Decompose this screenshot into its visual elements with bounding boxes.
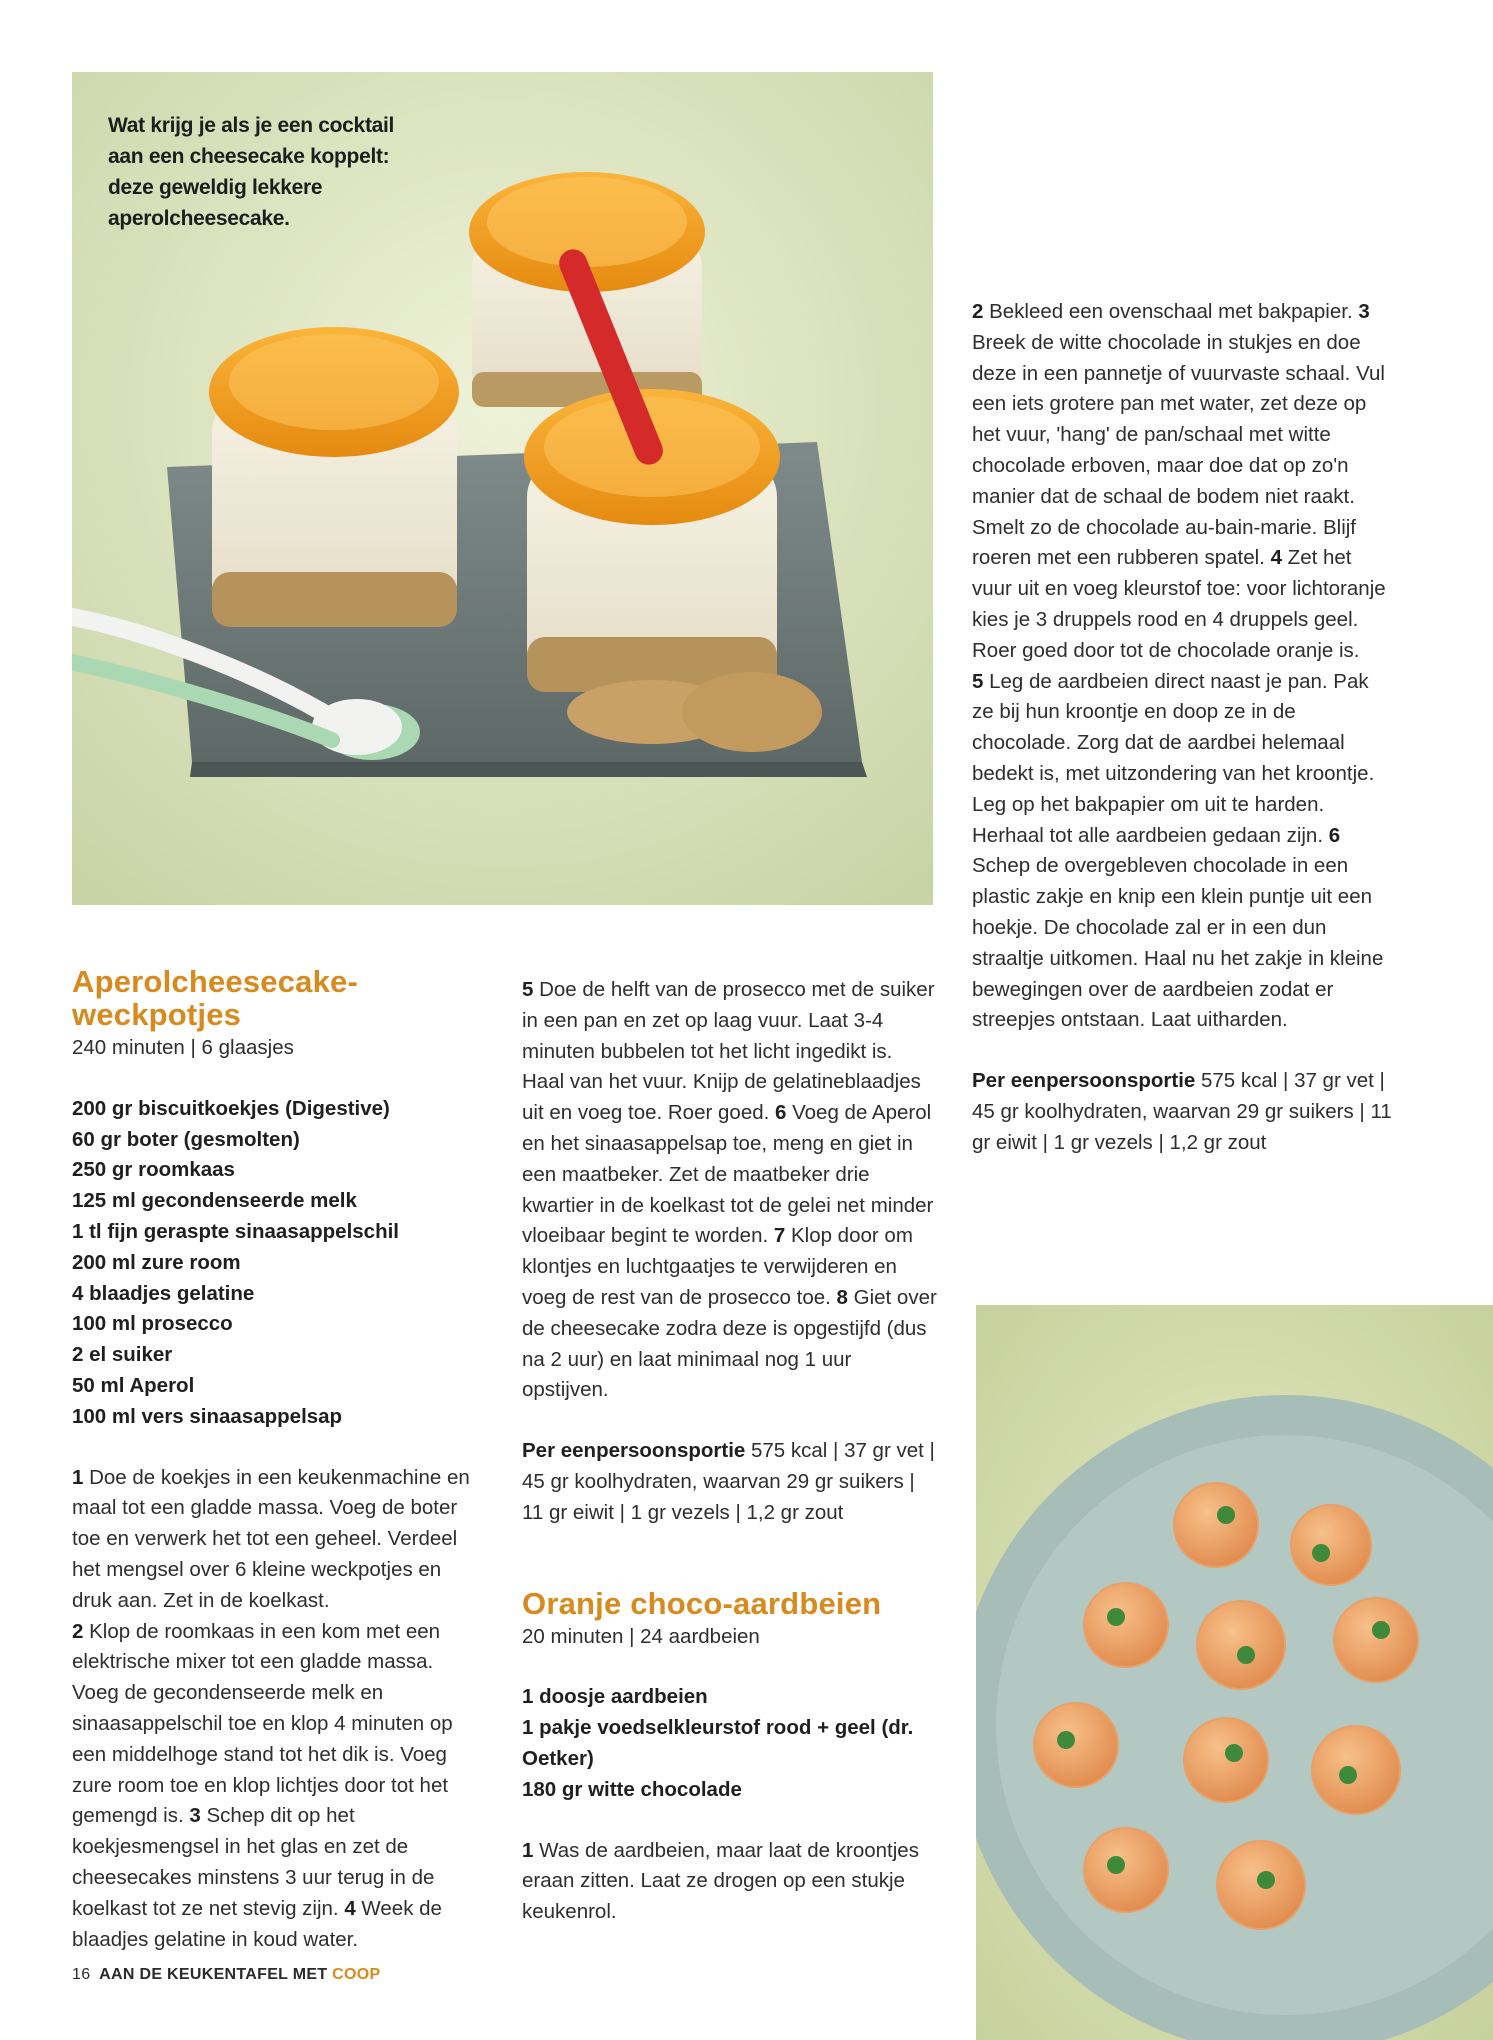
step-number: 5 (972, 669, 984, 693)
recipe-2-meta: 20 minuten | 24 aardbeien (522, 1624, 760, 1648)
step-text: Schep dit op het koekjesmengsel in het glas en zet de cheesecakes minstens 3 uur terug in de koelkast tot ze net stevig zijn. (72, 1804, 435, 1920)
step-number: 3 (189, 1804, 201, 1828)
step-text: Bekleed een ovenschaal met bakpapier. (983, 300, 1359, 323)
ingredient-item: 1 pakje voedselkleurstof rood + geel (dr. Oetker) (522, 1716, 914, 1770)
recipe-2-steps-5-6 (972, 667, 1392, 1037)
nutrition-values: 575 kcal | 37 gr vet | 45 gr koolhydraten, waarvan 29 gr suikers | 11 gr eiwit | 1 gr vezels | 1,2 gr zout (522, 1439, 935, 1524)
nutrition-values: 575 kcal | 37 gr vet | 45 gr koolhydraten, waarvan 29 gr suikers | 11 gr eiwit | 1 gr vezels | 1,2 gr zout (972, 1069, 1392, 1154)
strawberries-photo (976, 1305, 1493, 2040)
step-text: Was de aardbeien, maar laat de kroontjes eraan zitten. Laat ze drogen op een stukje keukenrol. (522, 1838, 919, 1924)
step-text: Week de blaadjes gelatine in koud water. (72, 1896, 442, 1951)
step-text: Giet over de cheesecake zodra deze is opgestijfd (dus na 2 uur) en laat minimaal nog 1 uur opstijven. (522, 1285, 937, 1402)
ingredient-item: 100 ml prosecco (72, 1312, 233, 1336)
step-text: Leg de aardbeien direct naast je pan. Pak ze bij hun kroontje en doop ze in de chocolade. Zorg dat de aardbei helemaal bedekt is, met uitzondering van het kroontje. Leg op het bakpapier om uit te harden. Herhaal tot alle aardbeien gedaan zijn. (972, 669, 1375, 847)
step-text: Doe de koekjes in een keukenmachine en maal tot een gladde massa. Voeg de boter toe en verwerk het tot een geheel. Verdeel het mengsel over 6 kleine weckpotjes en druk aan. Zet in de koelkast. (72, 1465, 470, 1612)
step-number: 5 (522, 978, 534, 1001)
recipe-1-nutrition (522, 1436, 938, 1528)
step-text: Breek de witte chocolade in stukjes en doe deze in een pannetje of vuurvaste schaal. Vul een iets grotere pan met water, zet deze op het vuur, 'hang' de pan/schaal met witte chocolade erboven, maar doe dat op zo'n manier dat de schaal de bodem niet raakt. Smelt zo de chocolade au-bain-marie. Blijf roeren met een rubberen spatel. (972, 330, 1385, 570)
step-number: 6 (1328, 823, 1341, 847)
ingredient-item: 180 gr witte chocolade (522, 1777, 742, 1801)
step-text: Doe de helft van de prosecco met de suiker in een pan en zet op laag vuur. Laat 3-4 minuten bubbelen tot het licht ingedikt is. Haal van het vuur. Knijp de gelatineblaadjes uit en voeg toe. Roer goed. (522, 978, 935, 1125)
step-number: 7 (773, 1224, 786, 1248)
column-3 (972, 297, 1392, 1159)
ingredient-item: 250 gr roomkaas (72, 1158, 235, 1182)
nutrition-label: Per eenpersoonsportie (972, 1069, 1196, 1093)
step-number: 6 (775, 1101, 787, 1125)
ingredient-item: 60 gr boter (gesmolten) (72, 1127, 300, 1151)
page-footer (72, 1966, 380, 1984)
step-text: Klop door om klontjes en luchtgaatjes te verwijderen en voeg de rest van de prosecco toe. (522, 1224, 913, 1309)
recipe-2-ingredients (522, 1682, 938, 1805)
step-number: 2 (72, 1619, 84, 1643)
ingredient-item: 50 ml Aperol (72, 1373, 195, 1397)
step-number: 1 (72, 1465, 84, 1489)
ingredient-item: 125 ml gecondenseerde melk (72, 1189, 357, 1213)
step-number: 3 (1358, 300, 1370, 323)
step-number: 1 (522, 1838, 534, 1862)
nutrition-label: Per eenpersoonsportie (522, 1439, 746, 1463)
step-number: 8 (836, 1285, 848, 1309)
ingredient-item: 100 ml vers sinaasappelsap (72, 1404, 343, 1428)
ingredient-item: 1 doosje aardbeien (522, 1685, 708, 1709)
recipe-2-title: Oranje choco-aardbeien (522, 1585, 882, 1621)
recipe-1-title-line2: weckpotjes (72, 997, 242, 1032)
ingredient-item: 200 ml zure room (72, 1250, 241, 1274)
step-text: Klop de roomkaas in een kom met een elektrische mixer tot een gladde massa. Voeg de gecondenseerde melk en sinaasappelschil toe en klop 4 minuten op een middelhoge stand tot het dik is. Voeg zure room toe en klop lichtjes door tot het gemengd is. (72, 1619, 453, 1828)
recipe-1-title (72, 965, 482, 1031)
page-number: 16 (72, 1966, 91, 1983)
step-text: Schep de overgebleven chocolade in een plastic zakje en knip een klein puntje uit een hoekje. De chocolade zal er in een dun straaltje uitkomen. Haal nu het zakje in kleine bewegingen over de aardbeien zodat er streepjes ontstaan. Laat uitharden. (972, 854, 1384, 1032)
photo-caption: Wat krijg je als je een cocktail aan een cheesecake koppelt: deze geweldig lekkere aperolcheesecake. (108, 114, 395, 230)
ingredient-item: 2 el suiker (72, 1343, 173, 1367)
recipe-1-steps-2-4 (72, 1617, 482, 1956)
step-number: 4 (1270, 546, 1282, 570)
recipe-1-steps-5-8 (522, 975, 938, 1406)
recipe-2 (522, 1587, 938, 1928)
recipe-2-step-1-start (522, 1836, 938, 1928)
recipe-1-ingredients (72, 1094, 482, 1433)
column-2 (522, 975, 938, 1928)
ingredient-item: 1 tl fijn geraspte sinaasappelschil (72, 1219, 399, 1243)
brand-coop: COOP (332, 1966, 381, 1983)
recipe-1-meta: 240 minuten | 6 glaasjes (72, 1036, 294, 1059)
ingredient-item: 4 blaadjes gelatine (72, 1281, 255, 1305)
step-number: 4 (344, 1896, 356, 1920)
recipe-2-steps-2-4 (972, 297, 1392, 667)
column-1 (72, 965, 482, 1955)
step-text: Zet het vuur uit en voeg kleurstof toe: voor lichtoranje kies je 3 druppels rood en 4 druppels geel. Roer goed door tot de chocolade oranje is. (972, 546, 1386, 662)
step-number: 2 (972, 300, 984, 323)
recipe-1-title-line1: Aperolcheesecake- (72, 964, 359, 999)
recipe-1-step-1 (72, 1463, 482, 1617)
recipe-2-nutrition (972, 1066, 1392, 1158)
magazine-brand: AAN DE KEUKENTAFEL MET (99, 1966, 328, 1983)
step-text: Voeg de Aperol en het sinaasappelsap toe, meng en giet in een maatbeker. Zet de maatbeker drie kwartier in de koelkast tot de gelei net minder vloeibaar begint te worden. (522, 1101, 934, 1248)
ingredient-item: 200 gr biscuitkoekjes (Digestive) (72, 1096, 390, 1120)
